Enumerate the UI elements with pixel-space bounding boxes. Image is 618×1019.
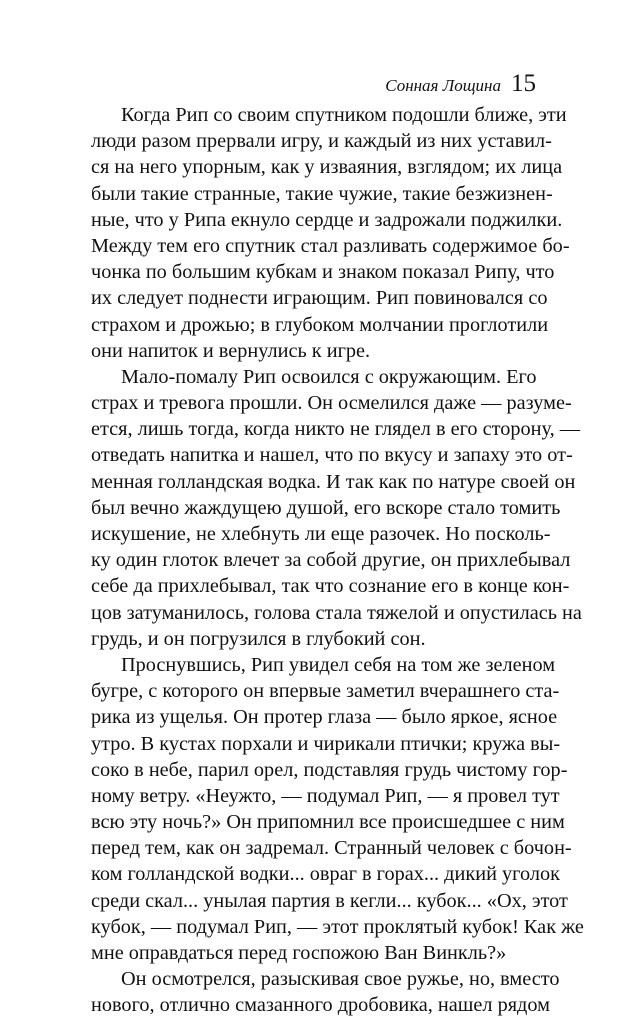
- text-line: рика из ущелья. Он протер глаза — было яркое, ясное: [91, 706, 558, 729]
- text-line: бугре, с которого он впервые заметил вчерашнего ста-: [91, 680, 560, 703]
- text-line: перед тем, как он задремал. Странный человек с бочон-: [91, 837, 572, 860]
- text-line: были такие странные, такие чужие, такие безжизнен-: [91, 182, 553, 205]
- text-line: страхом и дрожью; в глубоком молчании проглотили: [91, 313, 549, 336]
- text-line: всю эту ночь?» Он припомнил все происшедшее с ним: [91, 811, 565, 834]
- text-line: страх и тревога прошли. Он осмелился даже — разуме-: [91, 392, 572, 415]
- text-line: их следует поднести играющим. Рип повиновался со: [91, 287, 548, 310]
- text-line: чонка по большим кубкам и знаком показал Рипу, что: [91, 261, 555, 284]
- text-line: кубок, — подумал Рип, — этот проклятый кубок! Как же: [91, 915, 584, 938]
- text-line: люди разом прервали игру, и каждый из них уставил-: [91, 130, 552, 153]
- text-line: грудь, и он погрузился в глубокий сон.: [91, 627, 426, 650]
- text-line: ется, лишь тогда, когда никто не глядел в его сторону, —: [91, 418, 581, 441]
- body-text: [91, 102, 584, 1019]
- text-line: ные, что у Рипа екнуло сердце и задрожали поджилки.: [91, 208, 563, 231]
- running-head: [385, 70, 536, 98]
- text-line: нового, отлично смазанного дробовика, нашел рядом: [91, 994, 550, 1017]
- text-line: искушение, не хлебнуть ли еще разочек. Но посколь-: [91, 523, 551, 545]
- text-line: ку один глоток влечет за собой другие, он прихлебывал: [91, 549, 571, 572]
- text-line: себе да прихлебывал, так что сознание его в конце кон-: [91, 575, 570, 598]
- text-line: они напиток и вернулись к игре.: [91, 339, 371, 362]
- text-line: цов затуманилось, голова стала тяжелой и опустилась на: [91, 601, 582, 624]
- text-line: Когда Рип со своим спутником подошли ближе, эти: [121, 104, 567, 126]
- text-line: среди скал... унылая партия в кегли... кубок... «Ох, этот: [91, 889, 568, 912]
- text-line: Проснувшись, Рип увидел себя на том же зеленом: [121, 653, 556, 676]
- running-head-title: Сонная Лощина: [385, 76, 501, 95]
- text-line: менная голландская водка. И так как по натуре своей он: [91, 470, 576, 493]
- text-line: отведать напитка и нашел, что по вкусу и запаху это от-: [91, 444, 573, 467]
- text-line: Мало-помалу Рип освоился с окружающим. Его: [121, 365, 537, 388]
- text-line: Между тем его спутник стал разливать содержимое бо-: [91, 234, 570, 257]
- text-line: ком голландской водки... овраг в горах... дикий уголок: [91, 863, 560, 886]
- text-line: Он осмотрелся, разыскивая свое ружье, но, вместо: [121, 968, 560, 991]
- text-line: утро. В кустах порхали и чирикали птички; кружа вы-: [91, 732, 561, 755]
- page-number: 15: [511, 70, 536, 97]
- text-line: был вечно жаждущею душой, его вскоре стало томить: [91, 496, 561, 519]
- text-line: мне оправдаться перед госпожою Ван Винкль?»: [91, 942, 507, 964]
- text-line: ному ветру. «Неужто, — подумал Рип, — я провел тут: [91, 784, 560, 807]
- text-line: ся на него упорным, как у изваяния, взглядом; их лица: [91, 156, 563, 179]
- text-line: соко в небе, парил орел, подставляя грудь чистому гор-: [91, 758, 568, 781]
